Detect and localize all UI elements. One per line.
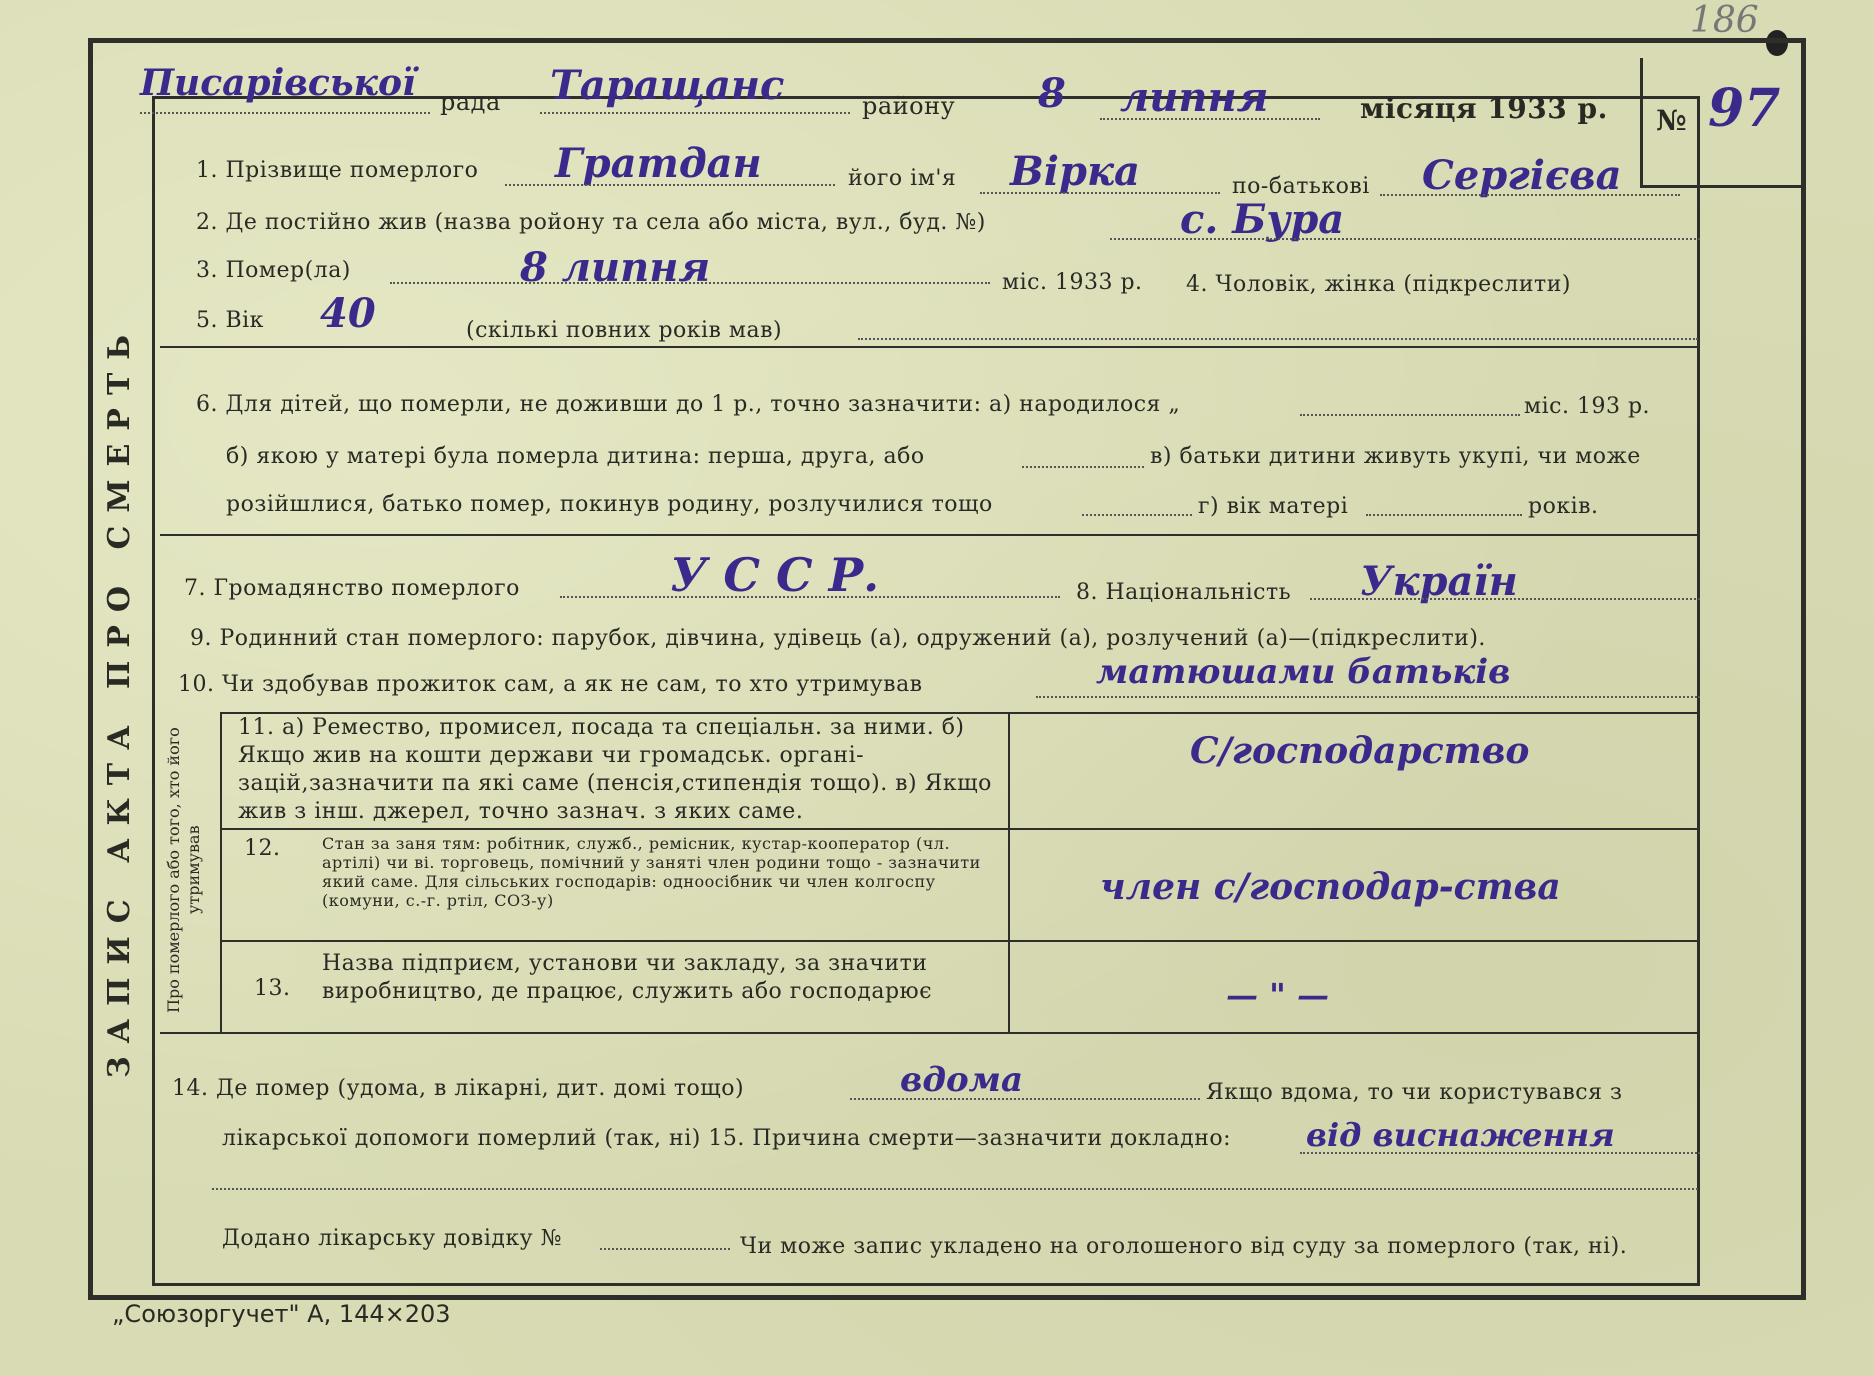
field-6-line2-tail: в) батьки дитини живуть укупі, чи може [1150, 444, 1641, 469]
field-10-label: 10. Чи здобував прожиток сам, а як не сам, то хто утримував [178, 672, 923, 697]
field-6-line2-dots [1022, 466, 1144, 468]
attach-line [600, 1248, 730, 1250]
field-14-line [850, 1098, 1200, 1100]
field-15-extra-line [212, 1188, 1698, 1190]
field-5-line [858, 338, 1698, 340]
footer-print-mark: „Союзоргучет" А, 144×203 [112, 1300, 451, 1328]
field-1-name: Вірка [1010, 148, 1140, 195]
field-8-value: Україн [1360, 558, 1518, 605]
field-12-text: Стан за заня тям: робітник, служб., ремісник, кустар-кооператор (чл. артілі) чи ві. торговець, помічний у заняті член родини тощо - зазначити який саме. Для сільських господарів: одноосібник чи член колгоспу (комуни, с.-г. ртіл, СОЗ-у) [322, 834, 981, 910]
field-1-patronymic-label: по-батькові [1232, 174, 1370, 199]
field-9-label: 9. Родинний стан померлого: парубок, дівчина, удівець (а), одружений (а), розлучений (а)—(підкреслити). [190, 626, 1486, 651]
field-5-value: 40 [320, 290, 376, 337]
field-12-num: 12. [244, 836, 281, 861]
field-11-text: 11. а) Ремество, промисел, посада та спеціальн. за ними. б) Якщо жив на кошти держави чи громадськ. органі-зацій,зазначити па які саме (пенсія,стипендія тощо). в) Якщо жив з інш. джерел, точно зазнач. з яких саме. [238, 715, 992, 824]
attach-label: Додано лікарську довідку № [222, 1226, 562, 1251]
council-line [140, 112, 430, 114]
field-2-value: с. Бура [1180, 196, 1345, 243]
number-label: № [1656, 104, 1687, 137]
table-left-line [220, 712, 222, 1032]
field-13-text: Назва підприєм, установи чи закладу, за значити виробництво, де працює, служить або господарює [322, 951, 933, 1004]
field-1-label: 1. Прізвище померлого [196, 158, 479, 183]
side-subtitle: Про померлого або того, хто його утримував [164, 727, 203, 1013]
field-6-line3-dots [1082, 514, 1192, 516]
field-15-line-dots [1300, 1152, 1700, 1154]
field-1-patronymic-line [1380, 194, 1680, 196]
field-4-label: 4. Чоловік, жінка (підкреслити) [1186, 272, 1571, 297]
field-1-patronymic: Сергієва [1422, 152, 1622, 199]
field-6-line3-mid: г) вік матері [1198, 494, 1349, 519]
field-6-line1-dots [1300, 414, 1520, 416]
number-handwritten: 97 [1708, 78, 1781, 139]
field-3-tail: міс. 1933 р. [1002, 270, 1143, 295]
table-mid-line [1008, 712, 1010, 1032]
field-7-value: У С С Р. [670, 548, 880, 602]
field-8-line [1310, 598, 1700, 600]
field-6-line3-dots2 [1366, 514, 1522, 516]
divider-2 [160, 534, 1700, 536]
month-handwritten: липня [1120, 74, 1269, 121]
field-7-label: 7. Громадянство померлого [184, 576, 520, 601]
field-10-value: матюшами батьків [1096, 652, 1511, 692]
district-handwritten: Таращанс [550, 62, 785, 109]
field-6-line1: 6. Для дітей, що померли, не доживши до 1 р., точно зазначити: а) народилося „ [196, 392, 1181, 417]
field-3-line [390, 282, 990, 284]
council-handwritten: Писарівської [140, 62, 416, 104]
field-14-label: 14. Де помер (удома, в лікарні, дит. домі тощо) [172, 1076, 745, 1101]
field-6-line1-tail: міс. 193 р. [1524, 394, 1651, 419]
field-11-value: С/господарство [1190, 730, 1530, 772]
council-label: рада [440, 88, 501, 116]
field-6-line2: б) якою у матері була померла дитина: перша, друга, або [226, 444, 925, 469]
field-15-value: від виснаження [1306, 1116, 1615, 1154]
field-1-surname: Гратдан [555, 140, 762, 187]
month-line [1100, 118, 1320, 120]
field-2-label: 2. Де постійно жив (назва ройону та села або міста, вул., буд. №) [196, 210, 986, 235]
field-14-tail: Якщо вдома, то чи користувався з [1206, 1080, 1623, 1105]
field-7-line [560, 596, 1060, 598]
field-12-value: член с/господар-ства [1100, 866, 1561, 908]
field-15-line: лікарської допомоги померлий (так, ні) 15. Причина смерти—зазначити докладно: [222, 1126, 1232, 1151]
field-3-value: 8 липня [520, 244, 711, 291]
field-13-value: — " — [1226, 976, 1329, 1014]
side-title: ЗАПИС АКТА ПРО СМЕРТЬ [102, 321, 137, 1079]
field-1-name-label: його ім'я [848, 166, 957, 191]
field-6-line3: розійшлися, батько помер, покинув родину, розлучилися тощо [226, 492, 993, 517]
field-5-label: 5. Вік [196, 308, 264, 333]
divider-5 [220, 940, 1700, 942]
field-5-tail: (скількі повних років мав) [466, 318, 783, 343]
field-1-surname-line [505, 184, 835, 186]
corner-page-mark: 186 [1690, 0, 1759, 41]
divider-6 [160, 1032, 1700, 1034]
day-handwritten: 8 [1038, 70, 1066, 117]
field-8-label: 8. Національність [1076, 580, 1292, 605]
field-1-name-line [980, 192, 1220, 194]
field-10-line [1036, 696, 1700, 698]
field-3-label: 3. Помер(ла) [196, 258, 351, 283]
field-6-line3-tail: років. [1528, 494, 1599, 519]
field-13-num: 13. [254, 976, 291, 1001]
court-label: Чи може запис укладено на оголошеного від суду за померлого (так, ні). [740, 1234, 1628, 1259]
field-14-value: вдома [900, 1060, 1024, 1100]
district-line [540, 112, 850, 114]
field-2-line [1110, 238, 1700, 240]
district-label: району [862, 92, 956, 120]
month-label: місяця 1933 р. [1360, 92, 1608, 125]
divider-1 [160, 346, 1700, 348]
divider-4 [220, 828, 1700, 830]
